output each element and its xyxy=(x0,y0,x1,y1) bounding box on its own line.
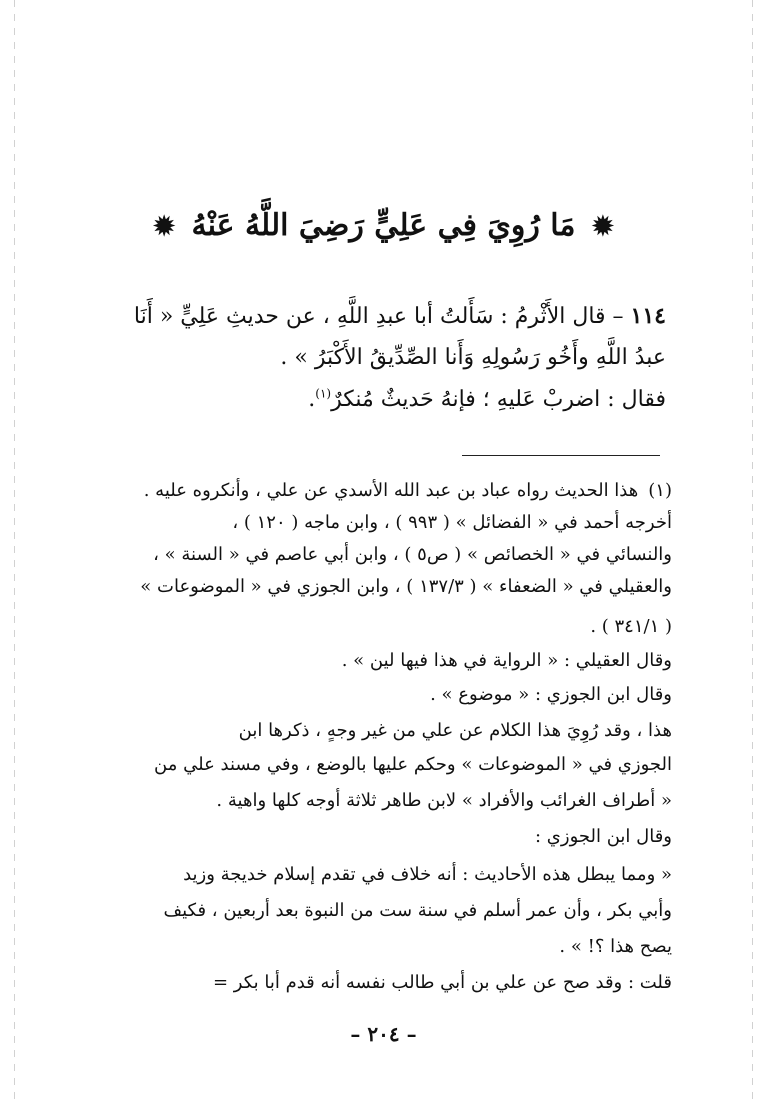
hadith-line-1 xyxy=(92,296,666,337)
footnote-line: أخرجه أحمد في « الفضائل » ( ٩٩٣ ) ، وابن ماجه ( ١٢٠ ) ، xyxy=(232,512,672,533)
footnote-line: هذا ، وقد رُوِيَ هذا الكلام عن علي من غير وجهٍ ، ذكرها ابن xyxy=(238,720,672,741)
footnote-separator xyxy=(462,455,660,456)
hadith-text: – قال الأَثْرمُ : سَأَلتُ أبا عبدِ اللَّهِ ، عن حديثِ عَلِيٍّ « أَنَا xyxy=(133,304,624,329)
footnote-line: والعقيلي في « الضعفاء » ( ١٣٧/٣ ) ، وابن الجوزي في « الموضوعات » xyxy=(140,576,672,597)
footnote-line: قلت : وقد صح عن علي بن أبي طالب نفسه أنه قدم أبا بكر = xyxy=(212,972,672,993)
hadith-answer: فقال : اضربْ عَليهِ ؛ فإنهُ حَديثٌ مُنكرٌ xyxy=(331,387,666,412)
hadith-end-punct: . xyxy=(308,387,316,412)
margin-dotted-line-left xyxy=(14,0,15,1101)
footnote-line: « أطراف الغرائب والأفراد » لابن طاهر ثلاثة أوجه كلها واهية . xyxy=(216,790,672,811)
footnote-line: ( ٣٤١/١ ) . xyxy=(590,616,672,637)
footnote-line: وقال ابن الجوزي : xyxy=(535,826,672,847)
star-ornament-icon: ✹ xyxy=(153,212,176,242)
footnote-line: « ومما يبطل هذه الأحاديث : أنه خلاف في تقدم إسلام خديجة وزيد xyxy=(183,864,672,885)
footnote-line: وأبي بكر ، وأن عمر أسلم في سنة ست من النبوة بعد أربعين ، فكيف xyxy=(163,900,672,921)
hadith-line-2: عبدُ اللَّهِ وأَخُو رَسُولِهِ وَأَنا الصِّدِّيقُ الأَكْبَرُ » . xyxy=(280,345,666,370)
page-number: – ٢٠٤ – xyxy=(350,1022,417,1046)
hadith-number: ١١٤ xyxy=(630,303,666,329)
footnote-line: والنسائي في « الخصائص » ( ص٥ ) ، وابن أبي عاصم في « السنة » ، xyxy=(153,544,672,565)
footnote-line: وقال العقيلي : « الرواية في هذا فيها لين » . xyxy=(341,650,672,671)
star-ornament-icon: ✹ xyxy=(591,212,614,242)
chapter-title: مَا رُوِيَ فِي عَلِيٍّ رَضِيَ اللَّهُ عَنْهُ xyxy=(191,208,576,243)
chapter-heading xyxy=(0,208,767,243)
footnote-line: يصح هذا ؟! » . xyxy=(559,936,672,957)
footnote-reference: (١) xyxy=(315,386,332,401)
footnote-line: وقال ابن الجوزي : « موضوع » . xyxy=(430,684,672,705)
footnote-marker: (١) xyxy=(648,480,672,501)
hadith-line-3 xyxy=(92,380,666,420)
footnote-line xyxy=(96,476,672,506)
footnote-text: هذا الحديث رواه عباد بن عبد الله الأسدي عن علي ، وأنكروه عليه . xyxy=(143,480,639,501)
margin-dotted-line-right xyxy=(752,0,753,1101)
footnote-line: الجوزي في « الموضوعات » وحكم عليها بالوضع ، وفي مسند علي من xyxy=(154,754,672,775)
